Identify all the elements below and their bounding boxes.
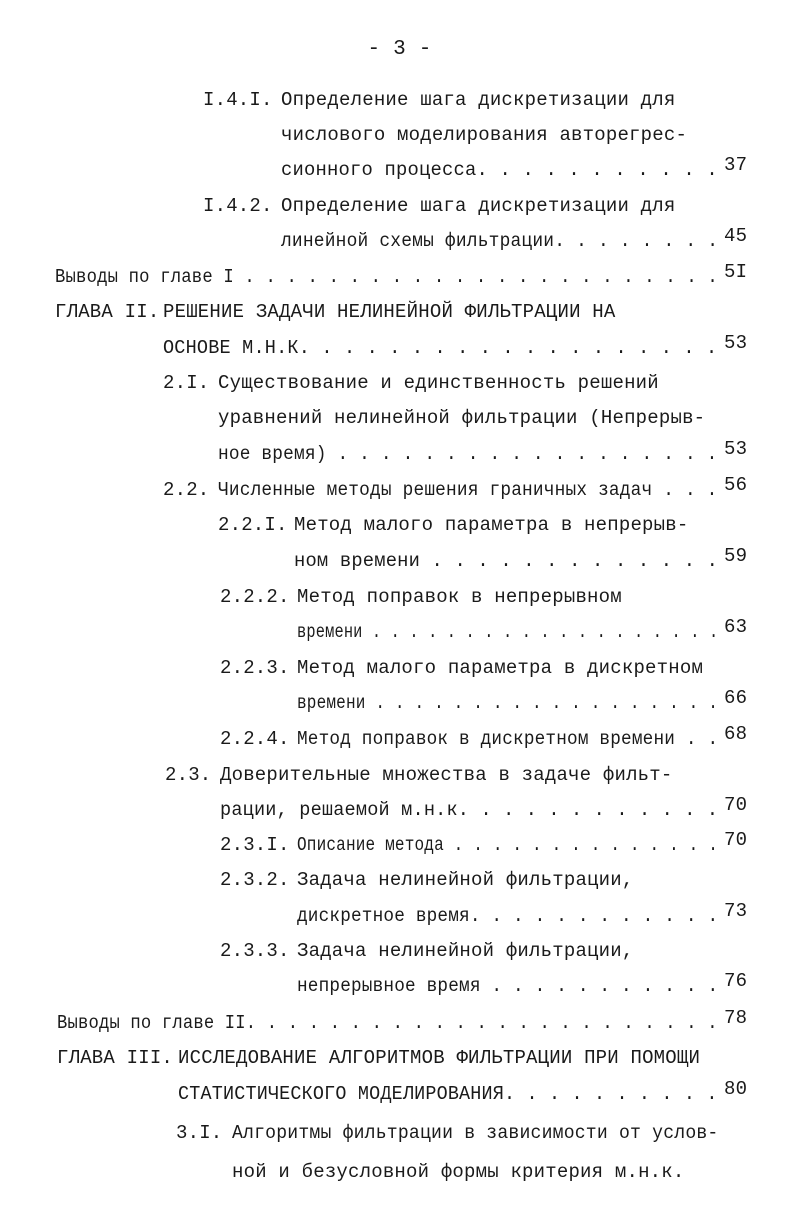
entry-title-line: ном времени . . . . . . . . . . . . . bbox=[294, 550, 719, 572]
entry-page: 59 bbox=[724, 545, 748, 567]
entry-number: 2.2.I. bbox=[218, 514, 288, 536]
entry-title-line: ное время) . . . . . . . . . . . . . . . . . . bbox=[218, 443, 718, 465]
entry-title-line: числового моделирования авторегрес- bbox=[281, 124, 688, 146]
entry-title-line: сионного процесса. . . . . . . . . . . bbox=[281, 159, 718, 181]
entry-title-line: Выводы по главе II. . . . . . . . . . . . . . . . . . . . . . . bbox=[57, 1012, 718, 1034]
entry-title-line: Определение шага дискретизации для bbox=[281, 195, 676, 217]
entry-page: 70 bbox=[724, 829, 748, 851]
page-number: - 3 - bbox=[367, 38, 432, 61]
entry-page: 70 bbox=[724, 794, 748, 816]
entry-title-line: непрерывное время . . . . . . . . . . . bbox=[297, 975, 719, 997]
entry-number: 2.I. bbox=[163, 372, 210, 394]
entry-title-line: РЕШЕНИЕ ЗАДАЧИ НЕЛИНЕЙНОЙ ФИЛЬТРАЦИИ НА bbox=[163, 301, 616, 323]
entry-title-line: Задача нелинейной фильтрации, bbox=[297, 940, 634, 962]
entry-title-line: дискретное время. . . . . . . . . . . . bbox=[297, 905, 719, 927]
entry-title-line: Задача нелинейной фильтрации, bbox=[297, 869, 634, 891]
entry-title-line: Доверительные множества в задаче фильт- bbox=[220, 764, 673, 786]
entry-title-line: Существование и единственность решений bbox=[218, 372, 659, 394]
entry-title-line: Метод малого параметра в непрерыв- bbox=[294, 514, 689, 536]
entry-number: 2.2.2. bbox=[220, 586, 290, 608]
entry-title-line: рации, решаемой м.н.к. . . . . . . . . . . . bbox=[220, 799, 719, 821]
entry-title-line: Алгоритмы фильтрации в зависимости от услов- bbox=[232, 1122, 719, 1144]
entry-title-line: Выводы по главе I . . . . . . . . . . . . . . . . . . . . . . . bbox=[55, 266, 718, 288]
entry-page: 37 bbox=[724, 154, 748, 176]
entry-title-line: Определение шага дискретизации для bbox=[281, 89, 676, 111]
entry-title-line: времени . . . . . . . . . . . . . . . . . . bbox=[297, 692, 719, 714]
entry-title-line: Метод поправок в дискретном времени . . bbox=[297, 728, 719, 750]
entry-title-line: СТАТИСТИЧЕСКОГО МОДЕЛИРОВАНИЯ. . . . . . . . . . bbox=[178, 1083, 718, 1105]
entry-page: 68 bbox=[724, 723, 748, 745]
entry-number: 2.2. bbox=[163, 479, 210, 501]
entry-page: 78 bbox=[724, 1007, 748, 1029]
entry-page: 76 bbox=[724, 970, 748, 992]
entry-page: 56 bbox=[724, 474, 748, 496]
entry-number: 2.3.2. bbox=[220, 869, 290, 891]
entry-number: 3.I. bbox=[176, 1122, 223, 1144]
entry-number: 2.2.3. bbox=[220, 657, 290, 679]
entry-page: 66 bbox=[724, 687, 748, 709]
entry-title-line: ной и безусловной формы критерия м.н.к. bbox=[232, 1161, 685, 1183]
entry-number: 2.3. bbox=[165, 764, 212, 786]
entry-number: I.4.2. bbox=[203, 195, 273, 217]
entry-page: 53 bbox=[724, 332, 748, 354]
entry-title-line: Описание метода . . . . . . . . . . . . . . bbox=[297, 834, 719, 856]
entry-page: 73 bbox=[724, 900, 748, 922]
entry-number: 2.3.3. bbox=[220, 940, 290, 962]
entry-number: 2.2.4. bbox=[220, 728, 290, 750]
entry-page: 5I bbox=[724, 261, 748, 283]
entry-page: 53 bbox=[724, 438, 748, 460]
entry-title-line: Метод малого параметра в дискретном bbox=[297, 657, 704, 679]
entry-title-line: времени . . . . . . . . . . . . . . . . . . . bbox=[297, 621, 719, 643]
entry-number: ГЛАВА II. bbox=[55, 301, 160, 323]
entry-number: 2.3.I. bbox=[220, 834, 290, 856]
entry-number: ГЛАВА III. bbox=[57, 1047, 174, 1069]
entry-title-line: ОСНОВЕ М.Н.К. . . . . . . . . . . . . . . . . . . bbox=[163, 337, 718, 359]
entry-page: 45 bbox=[724, 225, 748, 247]
entry-title-line: Численные методы решения граничных задач . . . bbox=[218, 479, 718, 501]
entry-page: 80 bbox=[724, 1078, 748, 1100]
entry-page: 63 bbox=[724, 616, 748, 638]
entry-number: I.4.I. bbox=[203, 89, 273, 111]
entry-title-line: ИССЛЕДОВАНИЕ АЛГОРИТМОВ ФИЛЬТРАЦИИ ПРИ ПОМОЩИ bbox=[178, 1047, 701, 1069]
entry-title-line: линейной схемы фильтрации. . . . . . . . bbox=[281, 230, 719, 252]
entry-title-line: уравнений нелинейной фильтрации (Непрерыв- bbox=[218, 407, 706, 429]
entry-title-line: Метод поправок в непрерывном bbox=[297, 586, 622, 608]
